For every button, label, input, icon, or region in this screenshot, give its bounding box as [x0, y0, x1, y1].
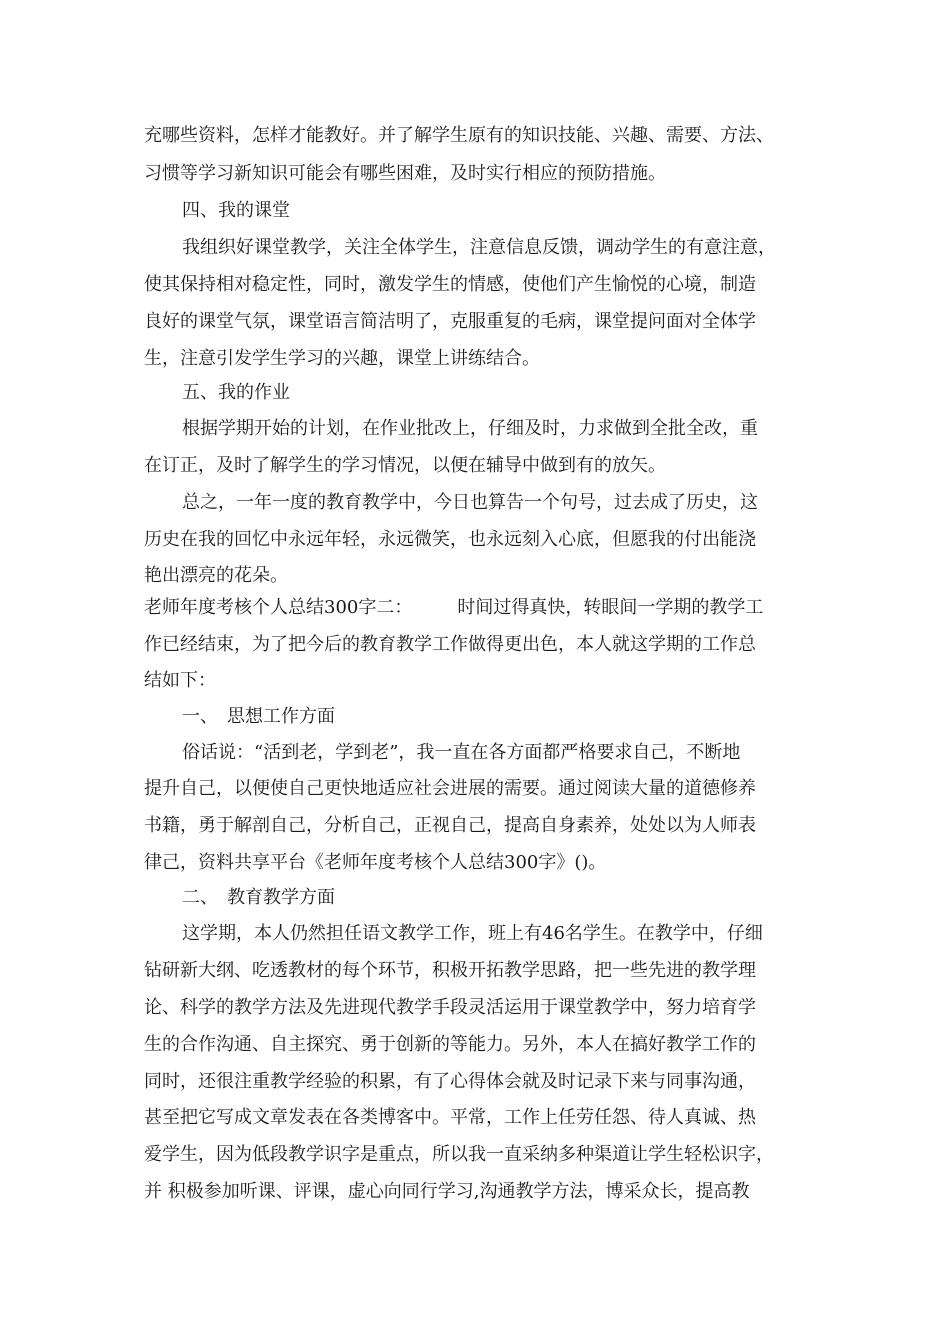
section-heading: 五、我的作业	[182, 382, 290, 403]
paragraph-first-line: 根据学期开始的计划，在作业批改上，仔细及时，力求做到全批全改，重	[182, 418, 758, 439]
body-text-line: 甚至把它写成文章发表在各类博客中。平常，工作上任劳任怨、待人真诚、热	[144, 1107, 756, 1128]
body-text-line: 历史在我的回忆中永远年轻，永远微笑，也永远刻入心底，但愿我的付出能浇	[144, 529, 756, 550]
body-text-line: 并 积极参加听课、评课，虚心向同行学习,沟通教学方法，博采众长，提高教	[144, 1181, 750, 1202]
subtitle-line: 老师年度考核个人总结300字二： 时间过得真快，转眼间一学期的教学工	[144, 597, 764, 618]
paragraph-first-line: 俗话说：“活到老，学到老”，我一直在各方面都严格要求自己，不断地	[182, 742, 741, 763]
body-text-line: 习惯等学习新知识可能会有哪些困难，及时实行相应的预防措施。	[144, 163, 666, 184]
body-text-line: 艳出漂亮的花朵。	[144, 565, 288, 586]
body-text-line: 结如下：	[144, 670, 216, 691]
body-text-line: 生的合作沟通、自主探究、勇于创新的等能力。另外，本人在搞好教学工作的	[144, 1034, 756, 1055]
section-heading: 四、我的课堂	[182, 200, 290, 221]
section-heading: 一、 思想工作方面	[182, 706, 335, 727]
body-text-line: 在订正，及时了解学生的学习情况，以便在辅导中做到有的放矢。	[144, 455, 666, 476]
body-text-line: 良好的课堂气氛，课堂语言简洁明了，克服重复的毛病，课堂提问面对全体学	[144, 311, 756, 332]
body-text-line: 论、科学的教学方法及先进现代教学手段灵活运用于课堂教学中，努力培育学	[144, 997, 756, 1018]
body-text-line: 同时，还很注重教学经验的积累，有了心得体会就及时记录下来与同事沟通，	[144, 1071, 756, 1092]
body-text-line: 使其保持相对稳定性，同时，激发学生的情感，使他们产生愉悦的心境，制造	[144, 274, 756, 295]
paragraph-first-line: 这学期，本人仍然担任语文教学工作，班上有46名学生。在教学中，仔细	[182, 923, 763, 944]
body-text-line: 爱学生，因为低段教学识字是重点，所以我一直采纳多种渠道让学生轻松识字，	[144, 1144, 774, 1165]
body-text-line: 提升自己，以便使自己更快地适应社会进展的需要。通过阅读大量的道德修养	[144, 778, 756, 799]
body-text-line: 充哪些资料，怎样才能教好。并了解学生原有的知识技能、兴趣、需要、方法、	[144, 125, 774, 146]
body-text-line: 书籍，勇于解剖自己，分析自己，正视自己，提高自身素养，处处以为人师表	[144, 815, 756, 836]
paragraph-first-line: 总之，一年一度的教育教学中，今日也算告一个句号，过去成了历史，这	[182, 492, 758, 513]
body-text-line: 生，注意引发学生学习的兴趣，课堂上讲练结合。	[144, 348, 540, 369]
section-heading: 二、 教育教学方面	[182, 887, 335, 908]
body-text-line: 钻研新大纲、吃透教材的每个环节，积极开拓教学思路，把一些先进的教学理	[144, 960, 756, 981]
body-text-line: 作已经结束，为了把今后的教育教学工作做得更出色，本人就这学期的工作总	[144, 634, 756, 655]
paragraph-first-line: 我组织好课堂教学，关注全体学生，注意信息反馈，调动学生的有意注意，	[182, 237, 776, 258]
body-text-line: 律己，资料共享平台《老师年度考核个人总结300字》()。	[144, 852, 607, 873]
